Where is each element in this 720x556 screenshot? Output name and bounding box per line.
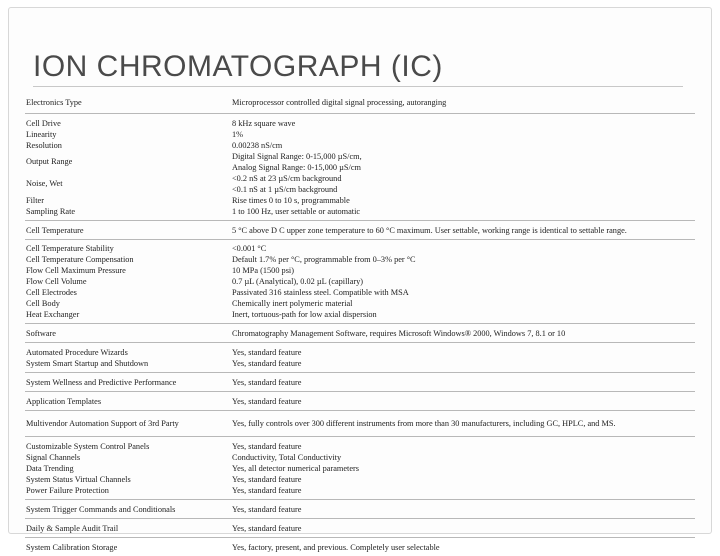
spec-value-line: 8 kHz square wave xyxy=(232,119,296,128)
spec-label-line: Cell Electrodes xyxy=(26,288,77,297)
spec-label-line: Heat Exchanger xyxy=(26,310,80,319)
spec-value-line: Chromatography Management Software, requires Microsoft Windows® 2000, Windows 7, 8.1 or 10 xyxy=(232,329,566,338)
spec-label-line: Cell Body xyxy=(26,299,60,308)
spec-label xyxy=(25,328,232,339)
spec-value xyxy=(232,523,695,534)
spec-row xyxy=(25,323,695,342)
spec-value-line: Chemically inert polymeric material xyxy=(232,299,353,308)
spec-label-line: System Wellness and Predictive Performance xyxy=(26,378,177,387)
spec-label-line: System Trigger Commands and Conditionals xyxy=(26,505,176,514)
spec-row xyxy=(25,499,695,518)
spec-label xyxy=(25,347,232,369)
spec-value xyxy=(232,195,695,217)
spec-value-line: 5 °C above D C upper zone temperature to 60 °C maximum. User settable, working range is identical to settable range. xyxy=(232,226,627,235)
spec-label-line: Cell Temperature Compensation xyxy=(26,255,134,264)
spec-row xyxy=(25,342,695,372)
spec-label-line: Data Trending xyxy=(26,464,74,473)
spec-value-line: Digital Signal Range: 0-15,000 µS/cm, xyxy=(232,152,362,161)
spec-label xyxy=(25,195,232,217)
spec-label xyxy=(25,418,232,429)
spec-label xyxy=(25,118,232,151)
spec-value-line: 1% xyxy=(232,130,244,139)
spec-value-line: Yes, standard feature xyxy=(232,486,302,495)
spec-label xyxy=(25,504,232,515)
spec-row xyxy=(25,391,695,410)
spec-label xyxy=(25,151,232,173)
spec-value-line: Yes, standard feature xyxy=(232,378,302,387)
spec-label-line: Electronics Type xyxy=(26,98,82,107)
spec-label xyxy=(25,377,232,388)
spec-label xyxy=(25,523,232,534)
spec-label-line: Resolution xyxy=(26,141,62,150)
spec-row xyxy=(25,518,695,537)
spec-value-line: Microprocessor controlled digital signal processing, autoranging xyxy=(232,98,447,107)
spec-value-line: Yes, standard feature xyxy=(232,359,302,368)
spec-label-line: Flow Cell Volume xyxy=(26,277,87,286)
spec-value-line: <0.001 °C xyxy=(232,244,267,253)
spec-label xyxy=(25,225,232,236)
spec-row xyxy=(25,97,695,113)
spec-value xyxy=(232,347,695,369)
spec-value xyxy=(232,97,695,108)
spec-label-line: Daily & Sample Audit Trail xyxy=(26,524,119,533)
spec-value xyxy=(232,418,695,429)
spec-value xyxy=(232,377,695,388)
spec-label-line: Filter xyxy=(26,196,44,205)
spec-value-line: Yes, fully controls over 300 different instruments from more than 30 manufacturers, including GC, HPLC, and MS. xyxy=(232,419,616,428)
spec-value-line: 0.00238 nS/cm xyxy=(232,141,283,150)
spec-value-line: Yes, standard feature xyxy=(232,442,302,451)
spec-label-line: Cell Temperature Stability xyxy=(26,244,114,253)
spec-label xyxy=(25,441,232,496)
spec-label-line: Multivendor Automation Support of 3rd Party xyxy=(26,419,179,428)
spec-value-line: 1 to 100 Hz, user settable or automatic xyxy=(232,207,361,216)
title-divider xyxy=(33,86,683,87)
spec-value xyxy=(232,504,695,515)
spec-value xyxy=(232,328,695,339)
spec-row xyxy=(25,173,695,195)
spec-value xyxy=(232,542,695,553)
spec-row xyxy=(25,239,695,323)
spec-label-line: Customizable System Control Panels xyxy=(26,442,150,451)
spec-value-line: Inert, tortuous-path for low axial dispersion xyxy=(232,310,377,319)
spec-value-line: Default 1.7% per °C, programmable from 0–3% per °C xyxy=(232,255,416,264)
spec-value-line: 10 MPa (1500 psi) xyxy=(232,266,294,275)
spec-label-line: Linearity xyxy=(26,130,57,139)
spec-label-line: Cell Drive xyxy=(26,119,61,128)
spec-table xyxy=(25,97,695,556)
spec-label-line: System Calibration Storage xyxy=(26,543,118,552)
spec-label-line: Noise, Wet xyxy=(26,179,63,188)
spec-value xyxy=(232,118,695,151)
spec-value-line: 0.7 µL (Analytical), 0.02 µL (capillary) xyxy=(232,277,364,286)
spec-label xyxy=(25,173,232,195)
spec-label-line: System Status Virtual Channels xyxy=(26,475,131,484)
spec-label-line: Cell Temperature xyxy=(26,226,84,235)
spec-label xyxy=(25,542,232,553)
spec-label xyxy=(25,243,232,320)
spec-label-line: Automated Procedure Wizards xyxy=(26,348,128,357)
spec-value-line: Yes, factory, present, and previous. Completely user selectable xyxy=(232,543,440,552)
spec-label-line: Power Failure Protection xyxy=(26,486,109,495)
spec-row xyxy=(25,151,695,173)
spec-label-line: Software xyxy=(26,329,56,338)
spec-row xyxy=(25,410,695,436)
spec-row xyxy=(25,220,695,239)
spec-label xyxy=(25,396,232,407)
spec-label-line: Flow Cell Maximum Pressure xyxy=(26,266,126,275)
spec-value-line: Yes, all detector numerical parameters xyxy=(232,464,360,473)
spec-value-line: Conductivity, Total Conductivity xyxy=(232,453,342,462)
spec-value xyxy=(232,225,695,236)
spec-label-line: System Smart Startup and Shutdown xyxy=(26,359,149,368)
spec-value-line: Analog Signal Range: 0-15,000 µS/cm xyxy=(232,163,361,172)
spec-row xyxy=(25,436,695,499)
spec-value xyxy=(232,173,695,195)
spec-label-line: Sampling Rate xyxy=(26,207,76,216)
spec-value-line: Passivated 316 stainless steel. Compatible with MSA xyxy=(232,288,409,297)
spec-label-line: Application Templates xyxy=(26,397,102,406)
spec-value-line: Yes, standard feature xyxy=(232,505,302,514)
spec-row xyxy=(25,113,695,151)
spec-label-line: Signal Channels xyxy=(26,453,81,462)
spec-value-line: Rise times 0 to 10 s, programmable xyxy=(232,196,350,205)
slide-title: ION CHROMATOGRAPH (IC) xyxy=(33,50,443,83)
spec-row xyxy=(25,195,695,220)
spec-value xyxy=(232,441,695,496)
spec-label-line: Output Range xyxy=(26,157,73,166)
spec-value-line: <0.2 nS at 23 µS/cm background xyxy=(232,174,342,183)
spec-value-line: Yes, standard feature xyxy=(232,524,302,533)
spec-value-line: Yes, standard feature xyxy=(232,475,302,484)
spec-value-line: Yes, standard feature xyxy=(232,397,302,406)
spec-value-line: <0.1 nS at 1 µS/cm background xyxy=(232,185,338,194)
spec-label xyxy=(25,97,232,108)
spec-value xyxy=(232,396,695,407)
spec-value-line: Yes, standard feature xyxy=(232,348,302,357)
spec-value xyxy=(232,151,695,173)
spec-row xyxy=(25,372,695,391)
spec-value xyxy=(232,243,695,320)
